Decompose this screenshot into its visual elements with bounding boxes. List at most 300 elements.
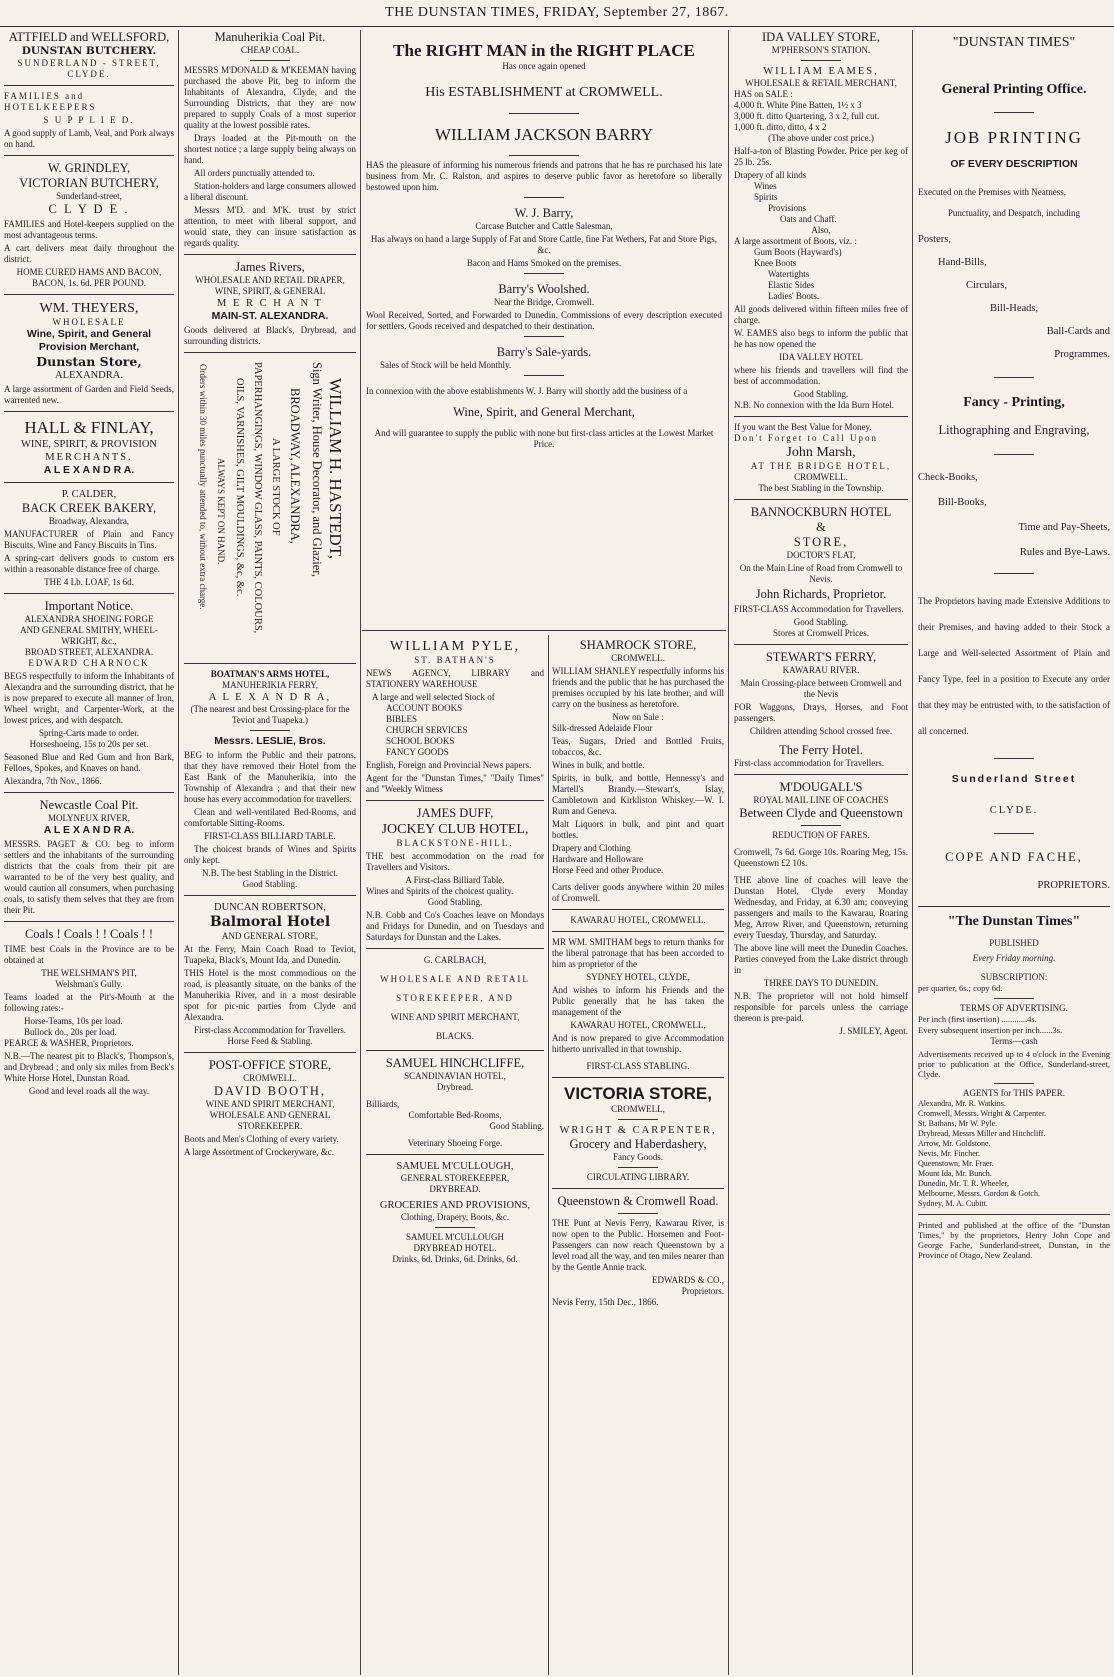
ad-text: First-class accommodation for Travellers. (734, 758, 884, 768)
ad-text: PAPERHANGINGS, WINDOW GLASS, PAINTS, COLOURS, (252, 362, 263, 634)
ad-heading: JOB PRINTING (945, 128, 1083, 147)
ad-text: And will guarantee to supply the public with none but first-class articles at the Lowest Market Price. (374, 428, 714, 449)
ad-heading: Queenstown & Cromwell Road. (557, 1194, 719, 1208)
ad-text: Orders within 30 miles punctually attended to, without extra charge. (198, 364, 208, 610)
ad-text: Bill-Books, (938, 497, 987, 508)
ad-place: M'PHERSON'S STATION. (771, 45, 871, 55)
ad-boatmans-arms (184, 669, 356, 890)
ad-place: CROMWELL. (243, 1073, 297, 1083)
ad-hinchcliffe (366, 1056, 544, 1149)
ad-text: MANUFACTURER of Plain and Fancy Biscuits, Wine and Fancy Biscuits in Tins. (4, 529, 174, 550)
ad-text: Welshman's Gully. (55, 979, 123, 989)
ad-text: FANCY GOODS (386, 747, 449, 757)
ad-text: Drays loaded at the Pit-mouth on the shortest notice ; a large supply being always on hand. (184, 133, 356, 165)
ad-text: Boots and Men's Clothing of every variety. (184, 1134, 339, 1144)
ad-text: HAS on SALE : (734, 89, 793, 99)
ad-text: A large Assortment of Crockeryware, &c. (184, 1147, 335, 1157)
ad-text: N.B. Cobb and Co's Coaches leave on Mondays and Fridays for Dunedin, and on Tuesdays and Saturdays for Dunstan and the Lakes. (366, 910, 544, 942)
column-1 (4, 30, 174, 1670)
ad-place: ALEXANDRA. (55, 370, 123, 381)
ad-heading: SAMUEL HINCHCLIFFE, (385, 1056, 525, 1070)
ad-text: Drinks, 6d. Drinks, 6d. Drinks, 6d. (392, 1254, 518, 1264)
ad-text: SCHOOL BOOKS (386, 736, 455, 746)
ad-address: BROADWAY, ALEXANDRA, (288, 388, 302, 544)
ad-shamrock (552, 638, 724, 904)
ad-balmoral (184, 901, 356, 1047)
column-3b (552, 638, 724, 1670)
ad-subheading: THE WELSHMAN'S PIT, (41, 968, 137, 978)
column-rule (178, 30, 179, 1675)
ad-heading: BOATMAN'S ARMS HOTEL, (210, 669, 330, 679)
ad-text: English, Foreign and Provincial News papers. (366, 760, 532, 770)
ad-text: A LARGE STOCK OF (270, 438, 281, 536)
ad-subheading: M E R C H A N T (217, 298, 323, 309)
agent-entry: Cromwell, Messrs. Wright & Carpenter. (918, 1109, 1047, 1118)
ad-subheading: OF EVERY DESCRIPTION (950, 158, 1078, 170)
ad-text: Stores at Cromwell Prices. (773, 628, 869, 638)
ad-subheading: WHOLESALE AND GENERAL (209, 1110, 331, 1120)
ad-text: BEG to inform the Public and their patrons, that they have removed their Hotel from the East Bank of the Manuherikia, into the Township of Alexandra ; and that their new house has every accommodation for travellers. (184, 750, 356, 804)
ad-text: Posters, (918, 234, 951, 245)
ad-text: Veterinary Shoeing Forge. (407, 1138, 503, 1148)
masthead: THE DUNSTAN TIMES, FRIDAY, September 27, 1867. (0, 0, 1114, 27)
ad-text: And wishes to inform his Friends and the Public generally that he has taken the management of the (552, 985, 724, 1017)
ad-text: PROPRIETORS. (1037, 880, 1110, 891)
ad-place: BLACKS. (436, 1031, 474, 1041)
ad-text: S U P P L I E D. (43, 115, 135, 125)
ad-text: Spring-Carts made to order. (39, 728, 139, 738)
ad-text: where his friends and travellers will find the best of accommodation. (734, 365, 908, 386)
ad-place: BLACKSTONE-HILL. (396, 838, 514, 848)
ad-heading: WILLIAM H. HASTEDT, (326, 378, 345, 559)
ad-heading: JAMES DUFF, (416, 806, 494, 820)
ad-text: TIME best Coals in the Province are to be obtained at (4, 944, 174, 965)
ad-text: W. EAMES also begs to inform the public that he has now opened the (734, 328, 908, 349)
column-5 (918, 30, 1110, 1670)
ad-text: REDUCTION OF FARES. (772, 830, 870, 840)
ad-text: A spring-cart delivers goods to custom ers within a reasonable distance free of charge. (4, 553, 174, 574)
ad-text: THE above line of coaches will leave the Dunstan Hotel, Clyde every Monday Wednesday, and Friday, at 6.30 am; conveying passengers and mails to the Kawarau, Roaring Meg, Arrow River, and Queenstown, returning every Tuesday, Thursday, and Saturday. (734, 875, 908, 940)
ad-text: FAMILIES and Hotel-keepers supplied on the most advantageous terms. (4, 219, 174, 240)
ad-text: Malt Liquors in bulk, and pint and quart bottles. (552, 819, 724, 840)
ad-subheading: Barry's Sale-yards. (496, 345, 592, 359)
ad-subheading: ROYAL MAIL LINE OF COACHES (753, 795, 889, 805)
ad-name: DAVID BOOTH, (214, 1084, 326, 1098)
ad-address: MAIN-ST. ALEXANDRA. (211, 310, 329, 322)
ad-text: If you want the Best Value for Money. (734, 422, 872, 432)
ad-text: A First-class Billiard Table. (405, 875, 505, 885)
ad-heading: SAMUEL M'CULLOUGH (405, 1232, 505, 1242)
ad-heading: DUNCAN ROBERTSON, (214, 902, 326, 913)
ad-subheading: CHEAP COAL. (240, 45, 300, 55)
ad-subheading: WRIGHT, &c., (61, 636, 117, 646)
ad-text: A large assortment of Garden and Field Seeds, warrented new. (4, 384, 174, 405)
ad-heading: Balmoral Hotel (209, 914, 331, 930)
ad-proprietors: PEARCE & WASHER, Proprietors. (4, 1038, 134, 1048)
ad-text: Station-holders and large consumers allowed a liberal discount. (184, 181, 356, 202)
ad-text: A cart delivers meat daily throughout the district. (4, 243, 174, 264)
ad-heading: KAWARAU HOTEL, CROMWELL. (570, 915, 706, 925)
ad-text: BACON, 1s. 6d. PER POUND. (31, 278, 147, 288)
ad-name: WILLIAM EAMES, (763, 66, 879, 77)
ad-text: Watertights (768, 269, 810, 279)
agent-entry: Arrow, Mr. Goldstone. (918, 1139, 991, 1148)
ad-text: A large assortment of Boots, viz. : (734, 236, 857, 246)
ad-text: Oats and Chaff. (780, 214, 837, 224)
ad-place: ST. BATHAN'S (414, 655, 496, 665)
ad-text: (The above under cost price.) (768, 133, 874, 143)
ad-subheading: Sign Writer, House Decorator, and Glazier, (310, 362, 324, 578)
ad-name: Messrs. LESLIE, Bros. (214, 735, 326, 747)
ad-text: Good Stabling. (489, 1121, 544, 1131)
ad-text: THREE DAYS TO DUNEDIN. (763, 978, 879, 988)
imprint: Printed and published at the office of the "Dunstan Times," by the proprietors, Henry John Cope and George Fache, Sunderland-street, Dunstan, in the Province of Otago, New Zealand. (918, 1220, 1110, 1260)
ad-heading: Coals ! Coals ! ! Coals ! ! (24, 927, 154, 941)
ad-subheading: The Ferry Hotel. (779, 743, 863, 757)
ad-heading: M'DOUGALL'S (779, 780, 863, 794)
ad-grindley (4, 161, 174, 289)
ad-subheading: AGENTS for THIS PAPER. (962, 1088, 1065, 1098)
ad-heading: VICTORIAN BUTCHERY, (19, 176, 159, 190)
ad-text: Hand-Bills, (938, 257, 987, 268)
ad-heading: Fancy - Printing, (963, 395, 1065, 410)
ad-place: CROMWELL, (611, 1104, 665, 1114)
ad-proprietors: COPE AND FACHE, (945, 850, 1083, 864)
ad-text: Horseshoeing, 15s to 20s per set. (29, 739, 149, 749)
ad-subheading: AND GENERAL SMITHY, WHEEL- (20, 625, 158, 635)
ad-text: Ladies' Boots. (768, 291, 820, 301)
ad-mccullough (366, 1160, 544, 1265)
ad-place: DOCTOR'S FLAT, (786, 550, 856, 560)
ad-text: Main Crossing-place between Cromwell and the Nevis (740, 678, 902, 699)
ad-heading: P. CALDER, (61, 489, 117, 500)
ad-text: Carcase Butcher and Cattle Salesman, (475, 221, 613, 231)
column-rule (912, 30, 913, 1675)
ad-nevis-punt (552, 1194, 724, 1308)
ad-john-marsh (734, 422, 908, 494)
ad-text: Elastic Sides (768, 280, 815, 290)
ad-text: Knee Boots (754, 258, 797, 268)
ad-text: Has always on hand a large Supply of Fat and Store Cattle, fine Fat Wethers, Fat and Store Pigs, &c. (370, 234, 718, 255)
ad-text: HOME CURED HAMS AND BACON, (16, 267, 162, 277)
ad-text: And is now prepared to give Accommodation hitherto unrivalled in that township. (552, 1033, 724, 1054)
ad-heading: BANNOCKBURN HOTEL (750, 505, 892, 519)
ad-address: Sunderland Street (951, 773, 1077, 785)
ad-text: The choicest brands of Wines and Spirits only kept. (184, 844, 356, 865)
ad-text: Don't Forget to Call Upon (734, 433, 878, 443)
ad-heading: Dunstan Store, (36, 354, 142, 369)
ad-text: Near the Bridge, Cromwell. (493, 297, 595, 307)
ad-proprietors: J. SMILEY, Agent. (839, 1026, 908, 1036)
ad-place: A L E X A N D R A, (208, 692, 332, 703)
ad-subheading: Between Clyde and Queenstown (739, 806, 903, 820)
ad-theyers (4, 300, 174, 406)
ad-text: Half-a-ton of Blasting Powder. Price per keg of 25 lb. 25s. (734, 146, 908, 167)
ad-subheading: WHOLESALE AND RETAIL (380, 974, 530, 984)
ad-text: Wines in bulk, and bottle. (552, 760, 645, 770)
ad-text: Has once again opened (502, 61, 586, 71)
column-2 (184, 30, 356, 1670)
ad-text: Punctuality, and Despatch, including (947, 208, 1081, 218)
ad-place: A L E X A N D R A. (43, 824, 135, 836)
ad-subheading: IDA VALLEY HOTEL (779, 352, 863, 362)
ad-heading: G. CARLBACH, (423, 955, 487, 965)
ad-text: The Proprietors having made Extensive Additions to their Premises, and having added to their Stock a Large and Well-selected Assortment of Plain and Fancy Type, feel in a position to Execute any order that they may be entrusted with, to the satisfaction of all concerned. (918, 596, 1110, 736)
ad-heading: STORE, (793, 535, 849, 549)
ad-text: Bill-Heads, (990, 303, 1039, 314)
ad-attfield (4, 30, 174, 150)
ad-text: In connexion with the above establishments W. J. Barry will shortly add the business of a (366, 386, 688, 396)
ad-heading: "The Dunstan Times" (947, 914, 1081, 929)
ad-text: BEGS respectfully to inform the Inhabitants of Alexandra and the surrounding district, that he is now prepared to execute all manner of Iron, Wheel wright, and Carpenter-Work, at the lowest prices, and with despatch. (4, 671, 174, 725)
ad-text: MESSRS. PAGET & CO. beg to inform settlers and the inhabitants of the surrounding districts that the coals from their pit are warranted to be of the very best quality, and would caution all consumers, when purchasing coals, to satisfy them selves that they are from their Pit. (4, 839, 174, 915)
ad-text: Cromwell, 7s 6d. Gorge 10s. Roaring Meg, 15s. Queenstown £2 10s. (734, 847, 908, 868)
ad-subheading: Wine, Spirit, and General (26, 328, 152, 340)
ad-heading: General Printing Office. (941, 82, 1087, 97)
ad-text: Teas, Sugars, Dried and Bottled Fruits, tobaccos, &c. (552, 736, 724, 757)
ad-heading: WM. THEYERS, (39, 301, 139, 316)
ad-subheading: SCANDINAVIAN HOTEL, (404, 1071, 506, 1081)
ad-subheading: WINE, SPIRIT, & GENERAL (214, 286, 326, 296)
ad-subheading: MANUHERIKIA FERRY, (222, 680, 318, 690)
ad-address: BROAD STREET, ALEXANDRA. (24, 647, 154, 657)
ad-heading: & (816, 520, 826, 534)
ad-subheading: WHOLESALE & RETAIL MERCHANT, (745, 78, 897, 88)
ad-text: On the Main Line of Road from Cromwell to Nevis. (739, 563, 903, 584)
ad-manuherikia-coal (184, 30, 356, 249)
ad-text: N.B.—The nearest pit to Black's, Thompson's, and Drybread ; and only six miles from Beck's White Horse Hotel, Dunstan Road. (4, 1051, 174, 1083)
ad-text: Per inch (first insertion) ............4s. (918, 1014, 1037, 1024)
ad-subheading: DRYBREAD HOTEL. (413, 1243, 497, 1253)
agent-entry: Nevis, Mr. Fincher. (918, 1149, 980, 1158)
ad-text: Terms—cash (990, 1036, 1038, 1046)
ad-heading: James Rivers, (235, 260, 305, 274)
ad-place: CLYDE. (989, 805, 1039, 816)
ad-name: WILLIAM JACKSON BARRY (434, 125, 654, 144)
ad-text: Now on Sale : (612, 712, 664, 722)
ad-text: Hardware and Holloware (552, 854, 643, 864)
ad-place: KAWARAU RIVER. (782, 665, 860, 675)
ad-text: 4,000 ft. White Pine Batten, 1½ x 3 (734, 100, 862, 110)
agent-entry: Melbourne, Messrs. Gordon & Gotch. (918, 1189, 1040, 1198)
ad-text: Horse Feed & Stabling. (227, 1036, 313, 1046)
ad-text: Time and Pay-Sheets, (1018, 522, 1110, 533)
ad-james-duff (366, 806, 544, 943)
column-rule (728, 30, 729, 1675)
ad-subheading: STOREKEEPER. (237, 1121, 303, 1131)
ad-heading: ATTFIELD and WELLSFORD, (8, 30, 170, 44)
ad-text: Bacon and Hams Smoked on the premises. (466, 258, 622, 268)
ad-hastedt (184, 358, 356, 658)
ad-subheading: Lithographing and Engraving, (938, 423, 1090, 437)
ad-name: John Richards, Proprietor. (755, 587, 887, 601)
agent-entry: Drybread, Messrs Miller and Hitchcliff. (918, 1129, 1046, 1138)
divider (362, 630, 726, 631)
ad-hall-finlay (4, 417, 174, 477)
ad-text: Wines and Spirits of the choicest quality. (366, 886, 514, 896)
ad-text: Ball-Cards and (1046, 326, 1110, 337)
ad-subheading: NEWS AGENCY, LIBRARY and STATIONERY WAREHOUSE (366, 668, 544, 689)
ad-heading: HALL & FINLAY, (24, 418, 154, 437)
ad-place: CROMWELL. (611, 653, 665, 663)
ad-ida-valley (734, 30, 908, 411)
ad-text: HAS the pleasure of informing his numerous friends and patrons that he has re purchased his late business from Mr. C. Ralston, and aspires to deserve public favor as heretofore so liberally bestowed upon him. (366, 160, 722, 192)
ad-text: Check-Books, (918, 472, 978, 483)
ad-text: Also, (811, 225, 831, 235)
ad-heading: The RIGHT MAN in the RIGHT PLACE (393, 41, 695, 60)
ad-mdougalls-coaches (734, 780, 908, 1037)
ad-text: FIRST-CLASS BILLIARD TABLE. (204, 831, 336, 841)
ad-heading: VICTORIA STORE, (564, 1084, 712, 1103)
ad-text: Messrs M'D. and M'K. trust by strict attention, to meet with liberal support, and would state, they can insure satisfaction as regards quality. (184, 205, 356, 248)
ad-text: A good supply of Lamb, Veal, and Pork always on hand. (4, 128, 174, 149)
ad-text: CHURCH SERVICES (386, 725, 468, 735)
ad-text: FAMILIES and HOTELKEEPERS (4, 91, 97, 112)
column-rule (360, 30, 361, 1675)
ad-subheading: Wine, Spirit, and General Merchant, (453, 405, 635, 419)
ad-text: Wool Received, Sorted, and Forwarded to Dunedin. Commissions of every description executed for settlers. Goods received and despatched to their destination. (366, 310, 722, 331)
ad-text: Gum Boots (Hayward's) (754, 247, 842, 257)
ad-text: WILLIAM SHANLEY respectfully informs his friends and the public that he has purchased the premises occupied by his late brother, and will carry on the business as heretofore. (552, 666, 724, 709)
ad-text: Provisions (768, 203, 807, 213)
ad-text: FIRST-CLASS STABLING. (586, 1061, 690, 1071)
ad-heading: Important Notice. (44, 599, 134, 613)
ad-subheading: STOREKEEPER, AND (396, 993, 514, 1003)
ad-address: Sunderland-street, (56, 191, 122, 201)
ad-subheading: TERMS OF ADVERTISING. (960, 1003, 1068, 1013)
ad-text: Every subsequent insertion per inch......3s. (918, 1025, 1063, 1035)
ad-stewarts-ferry (734, 650, 908, 769)
ad-james-rivers (184, 260, 356, 347)
column-4 (734, 30, 908, 1670)
ad-text: FIRST-CLASS Accommodation for Travellers. (734, 604, 904, 614)
ad-text: Executed on the Premises with Neatness, (918, 187, 1066, 197)
ad-heading: W. GRINDLEY, (47, 161, 131, 175)
ad-heading: SAMUEL M'CULLOUGH, (396, 1161, 514, 1172)
ad-text: Horse Feed and other Produce. (552, 865, 664, 875)
ad-text: THE Punt at Nevis Ferry, Kawarau River, is now open to the Public. Horsemen and Foot-Passengers can now reach Queenstown by a level road all the way, and ten miles nearer than by the Gentle Annie track. (552, 1218, 724, 1272)
agent-entry: Sydney, M. A. Cubitt. (918, 1199, 988, 1208)
ad-subheading: MOLYNEUX RIVER, (47, 813, 131, 823)
column-3-top (366, 30, 722, 630)
ad-text: Fancy Goods. (613, 1152, 663, 1162)
ad-text: The best Stabling in the Township. (758, 483, 884, 493)
ad-subheading: AND GENERAL STORE, (221, 931, 319, 941)
ad-text: A large and well selected Stock of (372, 692, 495, 702)
ad-text: 3,000 ft. ditto Quartering, 3 x 2, full cut. (734, 111, 880, 121)
ad-text: Billiards, (366, 1099, 400, 1109)
ad-text: Every Friday morning. (972, 953, 1056, 963)
ad-barry (366, 40, 722, 450)
ad-text: per quarter, 6s.; copy 6d. (918, 983, 1003, 993)
ad-place: A L E X A N D R A. (43, 464, 135, 476)
ad-subheading: AT THE BRIDGE HOTEL, (750, 461, 892, 471)
ad-heading: STEWART'S FERRY, (765, 650, 877, 664)
ad-text: ACCOUNT BOOKS (386, 703, 463, 713)
ad-text: Circulars, (966, 280, 1008, 291)
ad-text: Spirits (754, 192, 778, 202)
ad-subheading: His ESTABLISHMENT at CROMWELL. (425, 85, 663, 100)
ad-subheading: WINE, SPIRIT, & PROVISION (20, 439, 157, 450)
ad-text: CIRCULATING LIBRARY. (586, 1172, 690, 1182)
ad-text: Bullock do., 20s per load. (24, 1027, 117, 1037)
ad-text: Rules and Bye-Laws. (1019, 547, 1110, 558)
ad-heading: BACK CREEK BAKERY, (21, 501, 157, 515)
ad-text: N.B. No connexion with the Ida Burn Hotel. (734, 400, 894, 410)
ad-subheading: ALEXANDRA SHOEING FORGE (24, 614, 154, 624)
ad-text: Good Stabling. (793, 617, 849, 627)
ad-text: Clean and well-ventilated Bed-Rooms, and comfortable Sitting-Rooms. (184, 807, 356, 828)
ad-heading: Manuherikia Coal Pit. (214, 30, 326, 44)
ad-carlbach (366, 955, 544, 1042)
column-3a (366, 638, 544, 1670)
ad-important-notice (4, 599, 174, 787)
column-rule (548, 635, 549, 1675)
ad-proprietors: Proprietors. (681, 1286, 724, 1296)
ad-name: John Marsh, (786, 445, 856, 460)
ad-heading: "DUNSTAN TIMES" (952, 35, 1076, 50)
ad-text: BIBLES (386, 714, 418, 724)
ad-subheading: GENERAL STOREKEEPER, (400, 1173, 510, 1183)
ad-printing-office (918, 34, 1110, 892)
ad-subheading: GROCERIES AND PROVISIONS, (379, 1200, 531, 1211)
ad-text: THIS Hotel is the most commodious on the road, is pleasantly situate, on the banks of the Manuherikia River, and in a most desirable spot for pic-nic parties from Clyde and Alexandra. (184, 968, 356, 1022)
ad-address: Broadway, Alexandra, (48, 516, 130, 526)
ad-place: Drybread. (436, 1082, 474, 1092)
ad-name: EDWARD CHARNOCK (28, 658, 150, 668)
ad-text: Good Stabling. (427, 897, 483, 907)
ad-heading: IDA VALLEY STORE, (762, 30, 880, 44)
ad-text: Wines (754, 181, 777, 191)
ad-coals (4, 927, 174, 1097)
ad-text: Sales of Stock will be held Monthly. (380, 360, 512, 370)
ad-subheading: WHOLESALE AND RETAIL DRAPER, (195, 275, 345, 285)
ad-text: All orders punctually attended to. (194, 168, 315, 178)
ad-text: First-class Accommodation for Travellers. (194, 1025, 346, 1035)
ad-calder (4, 488, 174, 588)
ad-text: The above line will meet the Dunedin Coaches. Parties conveyed from the Lake district through in (734, 943, 908, 975)
ad-text: Comfortable Bed-Rooms, (408, 1110, 502, 1120)
ad-subheading: WHOLESALE (52, 317, 126, 327)
ad-text: Agent for the "Dunstan Times," "Daily Times" and "Weekly Witness (366, 773, 544, 794)
ad-subheading: W. J. Barry, (514, 206, 574, 220)
ad-kawarau-hotel (552, 915, 724, 1072)
ad-dunstan-times-terms (918, 913, 1110, 1260)
ad-subheading: SUBSCRIPTION: (980, 972, 1048, 982)
ad-text: N.B. The best Stabling in the District. (201, 868, 339, 878)
ad-newcastle (4, 798, 174, 916)
agent-entry: Dunedin, Mr. T. R. Wheeler, (918, 1179, 1009, 1188)
ad-subheading: Grocery and Haberdashery, (569, 1137, 707, 1151)
ad-bannockburn (734, 505, 908, 639)
ad-text: N.B. The proprietor will not hold himself responsible for parcels unless the carriage thereon is pre-paid. (734, 991, 908, 1023)
ad-text: Horse-Teams, 10s per load. (24, 1016, 123, 1026)
ad-text: THE best accommodation on the road for Travellers and Visitors. (366, 851, 544, 872)
ad-subheading: WINE AND SPIRIT MERCHANT, (390, 1012, 520, 1022)
ad-text: Drapery of all kinds (734, 170, 807, 180)
ad-text: Clothing, Drapery, Boots, &c. (400, 1212, 510, 1222)
ad-heading: WILLIAM PYLE, (389, 639, 521, 654)
ad-date: Alexandra, 7th Nov., 1866. (4, 776, 102, 786)
ad-text: MR WM. SMITHAM begs to return thanks for the liberal patronage that has been accorded to him as proprietor of the (552, 937, 724, 969)
ad-heading: SHAMROCK STORE, (579, 638, 697, 652)
ad-heading: POST-OFFICE STORE, (208, 1058, 332, 1072)
ad-text: Goods delivered at Black's, Drybread, and surrounding districts. (184, 325, 356, 346)
ad-text: THE 4 Lb. LOAF, 1s 6d. (44, 577, 134, 587)
ad-place: C L Y D E . (48, 202, 130, 216)
ad-post-office-store (184, 1058, 356, 1158)
ad-subheading: PUBLISHED (989, 938, 1039, 948)
